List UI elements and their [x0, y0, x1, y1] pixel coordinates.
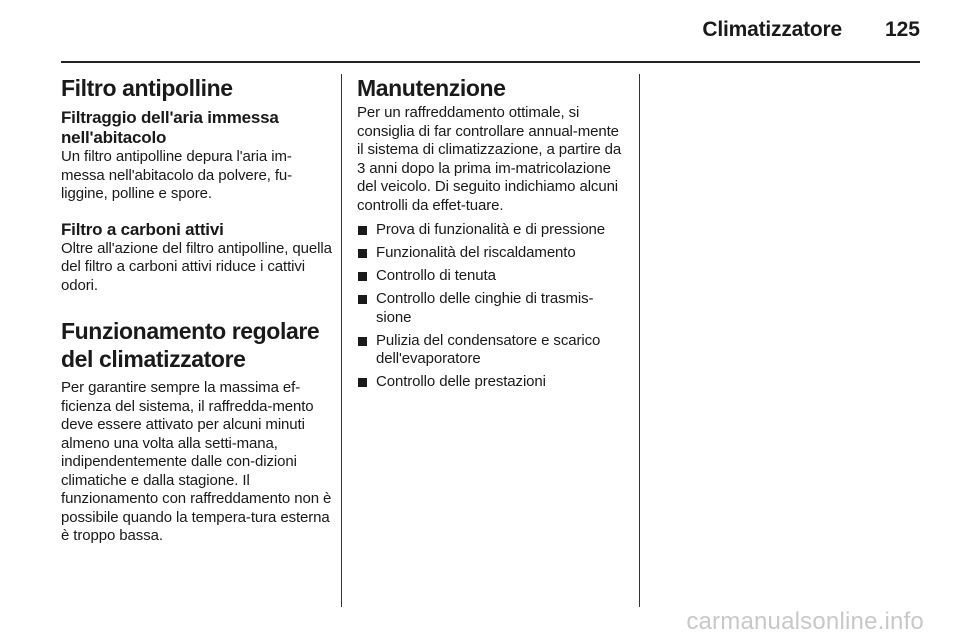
list-item-text: Pulizia del condensatore e scarico dell'evaporatore [376, 331, 601, 367]
square-bullet-icon [358, 272, 367, 281]
paragraph-funzionamento: Per garantire sempre la massima ef-ficienza del sistema, il raffredda-mento deve essere attivato per alcuni minuti almeno una volta alla setti-mana, indipendentemente dalle con-dizioni climatiche e dalla stagione. Il funzionamento con raffreddamento non è possibile quando la tempera-tura esterna è troppo bassa. [61, 379, 332, 544]
square-bullet-icon [358, 295, 367, 304]
page-number: 125 [884, 18, 920, 41]
list-item-text: Controllo delle prestazioni [376, 373, 546, 390]
square-bullet-icon [358, 249, 367, 258]
column-divider-left [341, 74, 342, 607]
subsection-heading-carboni-attivi: Filtro a carboni attivi [61, 219, 224, 239]
list-item [357, 290, 627, 327]
paragraph-manutenzione: Per un raffreddamento ottimale, si consiglia di far controllare annual-mente il sistema di climatizzazione, a partire da 3 anni dopo la prima im-matricolazione del veicolo. Di seguito indichiamo alcuni controlli da effet-tuare. [357, 104, 622, 214]
section-title-manutenzione: Manutenzione [357, 75, 506, 101]
list-item [357, 244, 627, 263]
list-item [357, 373, 627, 392]
subsection-heading-filtraggio: Filtraggio dell'aria immessa nell'abitacolo [61, 108, 279, 147]
section-title-funzionamento: Funzionamento regolare del climatizzatore [61, 318, 320, 372]
square-bullet-icon [358, 226, 367, 235]
paragraph-carboni-attivi: Oltre all'azione del filtro antipolline, quella del filtro a carboni attivi riduce i cattivi odori. [61, 239, 332, 294]
square-bullet-icon [358, 378, 367, 387]
middle-column [357, 74, 627, 396]
list-item [357, 332, 627, 369]
list-item [357, 221, 627, 240]
section-title-filtro-antipolline: Filtro antipolline [61, 75, 233, 101]
left-column [61, 74, 333, 546]
running-header-title: Climatizzatore [702, 18, 842, 41]
list-item-text: Funzionalità del riscaldamento [376, 244, 576, 261]
watermark-text: carmanualsonline.info [686, 608, 924, 635]
list-item-text: Controllo di tenuta [376, 267, 496, 284]
column-divider-right [639, 74, 640, 607]
list-item-text: Controllo delle cinghie di trasmis-sione [376, 290, 594, 326]
paragraph-filtraggio: Un filtro antipolline depura l'aria im-messa nell'abitacolo da polvere, fu-liggine, polline e spore. [61, 148, 293, 202]
header-rule [61, 61, 920, 63]
checks-list [357, 221, 627, 392]
square-bullet-icon [358, 337, 367, 346]
list-item-text: Prova di funzionalità e di pressione [376, 221, 606, 238]
list-item [357, 267, 627, 286]
